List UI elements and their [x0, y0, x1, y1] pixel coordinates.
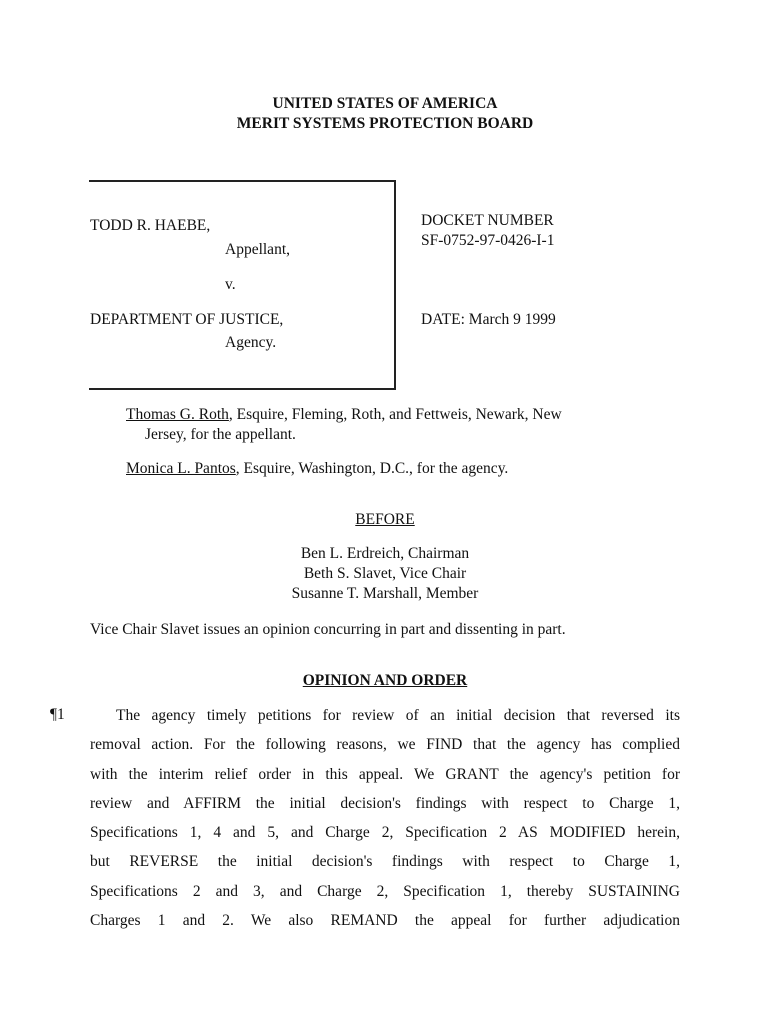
opinion-line: Specifications 2 and 3, and Charge 2, Specification 1, thereby SUSTAINING — [90, 883, 680, 900]
header-title-line2: MERIT SYSTEMS PROTECTION BOARD — [236, 115, 534, 132]
board-member: Susanne T. Marshall, Member — [291, 585, 479, 602]
opinion-line: with the interim relief order in this appeal. We GRANT the agency's petition for — [90, 766, 680, 783]
counsel-appellant-line1 — [126, 406, 562, 424]
appellant-name: TODD R. HAEBE, — [90, 217, 211, 234]
opinion-line: Charges 1 and 2. We also REMAND the appeal for further adjudication — [90, 912, 680, 929]
appellant-attorney-name: Thomas G. Roth — [126, 406, 229, 423]
opinion-line: removal action. For the following reasons, we FIND that the agency has complied — [90, 736, 680, 753]
before-heading: BEFORE — [355, 511, 415, 528]
appellant-role: Appellant, — [225, 241, 290, 258]
opinion-line: The agency timely petitions for review of an initial decision that reversed its — [116, 707, 680, 724]
counsel-agency-line — [126, 460, 508, 478]
decision-date: DATE: March 9 1999 — [421, 311, 556, 328]
opinion-line: but REVERSE the initial decision's findings with respect to Charge 1, — [90, 853, 680, 870]
case-caption-box — [89, 180, 396, 390]
docket-label: DOCKET NUMBER — [421, 212, 554, 229]
appellant-attorney-details: , Esquire, Fleming, Roth, and Fettweis, Newark, New — [228, 406, 562, 423]
opinion-line: review and AFFIRM the initial decision's findings with respect to Charge 1, — [90, 795, 680, 812]
separate-opinion-note: Vice Chair Slavet issues an opinion concurring in part and dissenting in part. — [90, 621, 566, 638]
board-member: Beth S. Slavet, Vice Chair — [303, 565, 467, 582]
agency-name: DEPARTMENT OF JUSTICE, — [90, 311, 284, 328]
docket-number: SF-0752-97-0426-I-1 — [421, 232, 555, 249]
versus: v. — [225, 276, 236, 293]
opinion-line: Specifications 1, 4 and 5, and Charge 2, Specification 2 AS MODIFIED herein, — [90, 824, 680, 841]
header-title-line1: UNITED STATES OF AMERICA — [272, 95, 498, 112]
agency-attorney-details: , Esquire, Washington, D.C., for the agency. — [235, 460, 509, 477]
counsel-appellant-line2: Jersey, for the appellant. — [145, 426, 296, 443]
paragraph-mark: ¶1 — [50, 706, 65, 723]
opinion-heading: OPINION AND ORDER — [302, 672, 468, 689]
agency-attorney-name: Monica L. Pantos — [126, 460, 236, 477]
agency-role: Agency. — [225, 334, 277, 351]
board-member: Ben L. Erdreich, Chairman — [300, 545, 470, 562]
